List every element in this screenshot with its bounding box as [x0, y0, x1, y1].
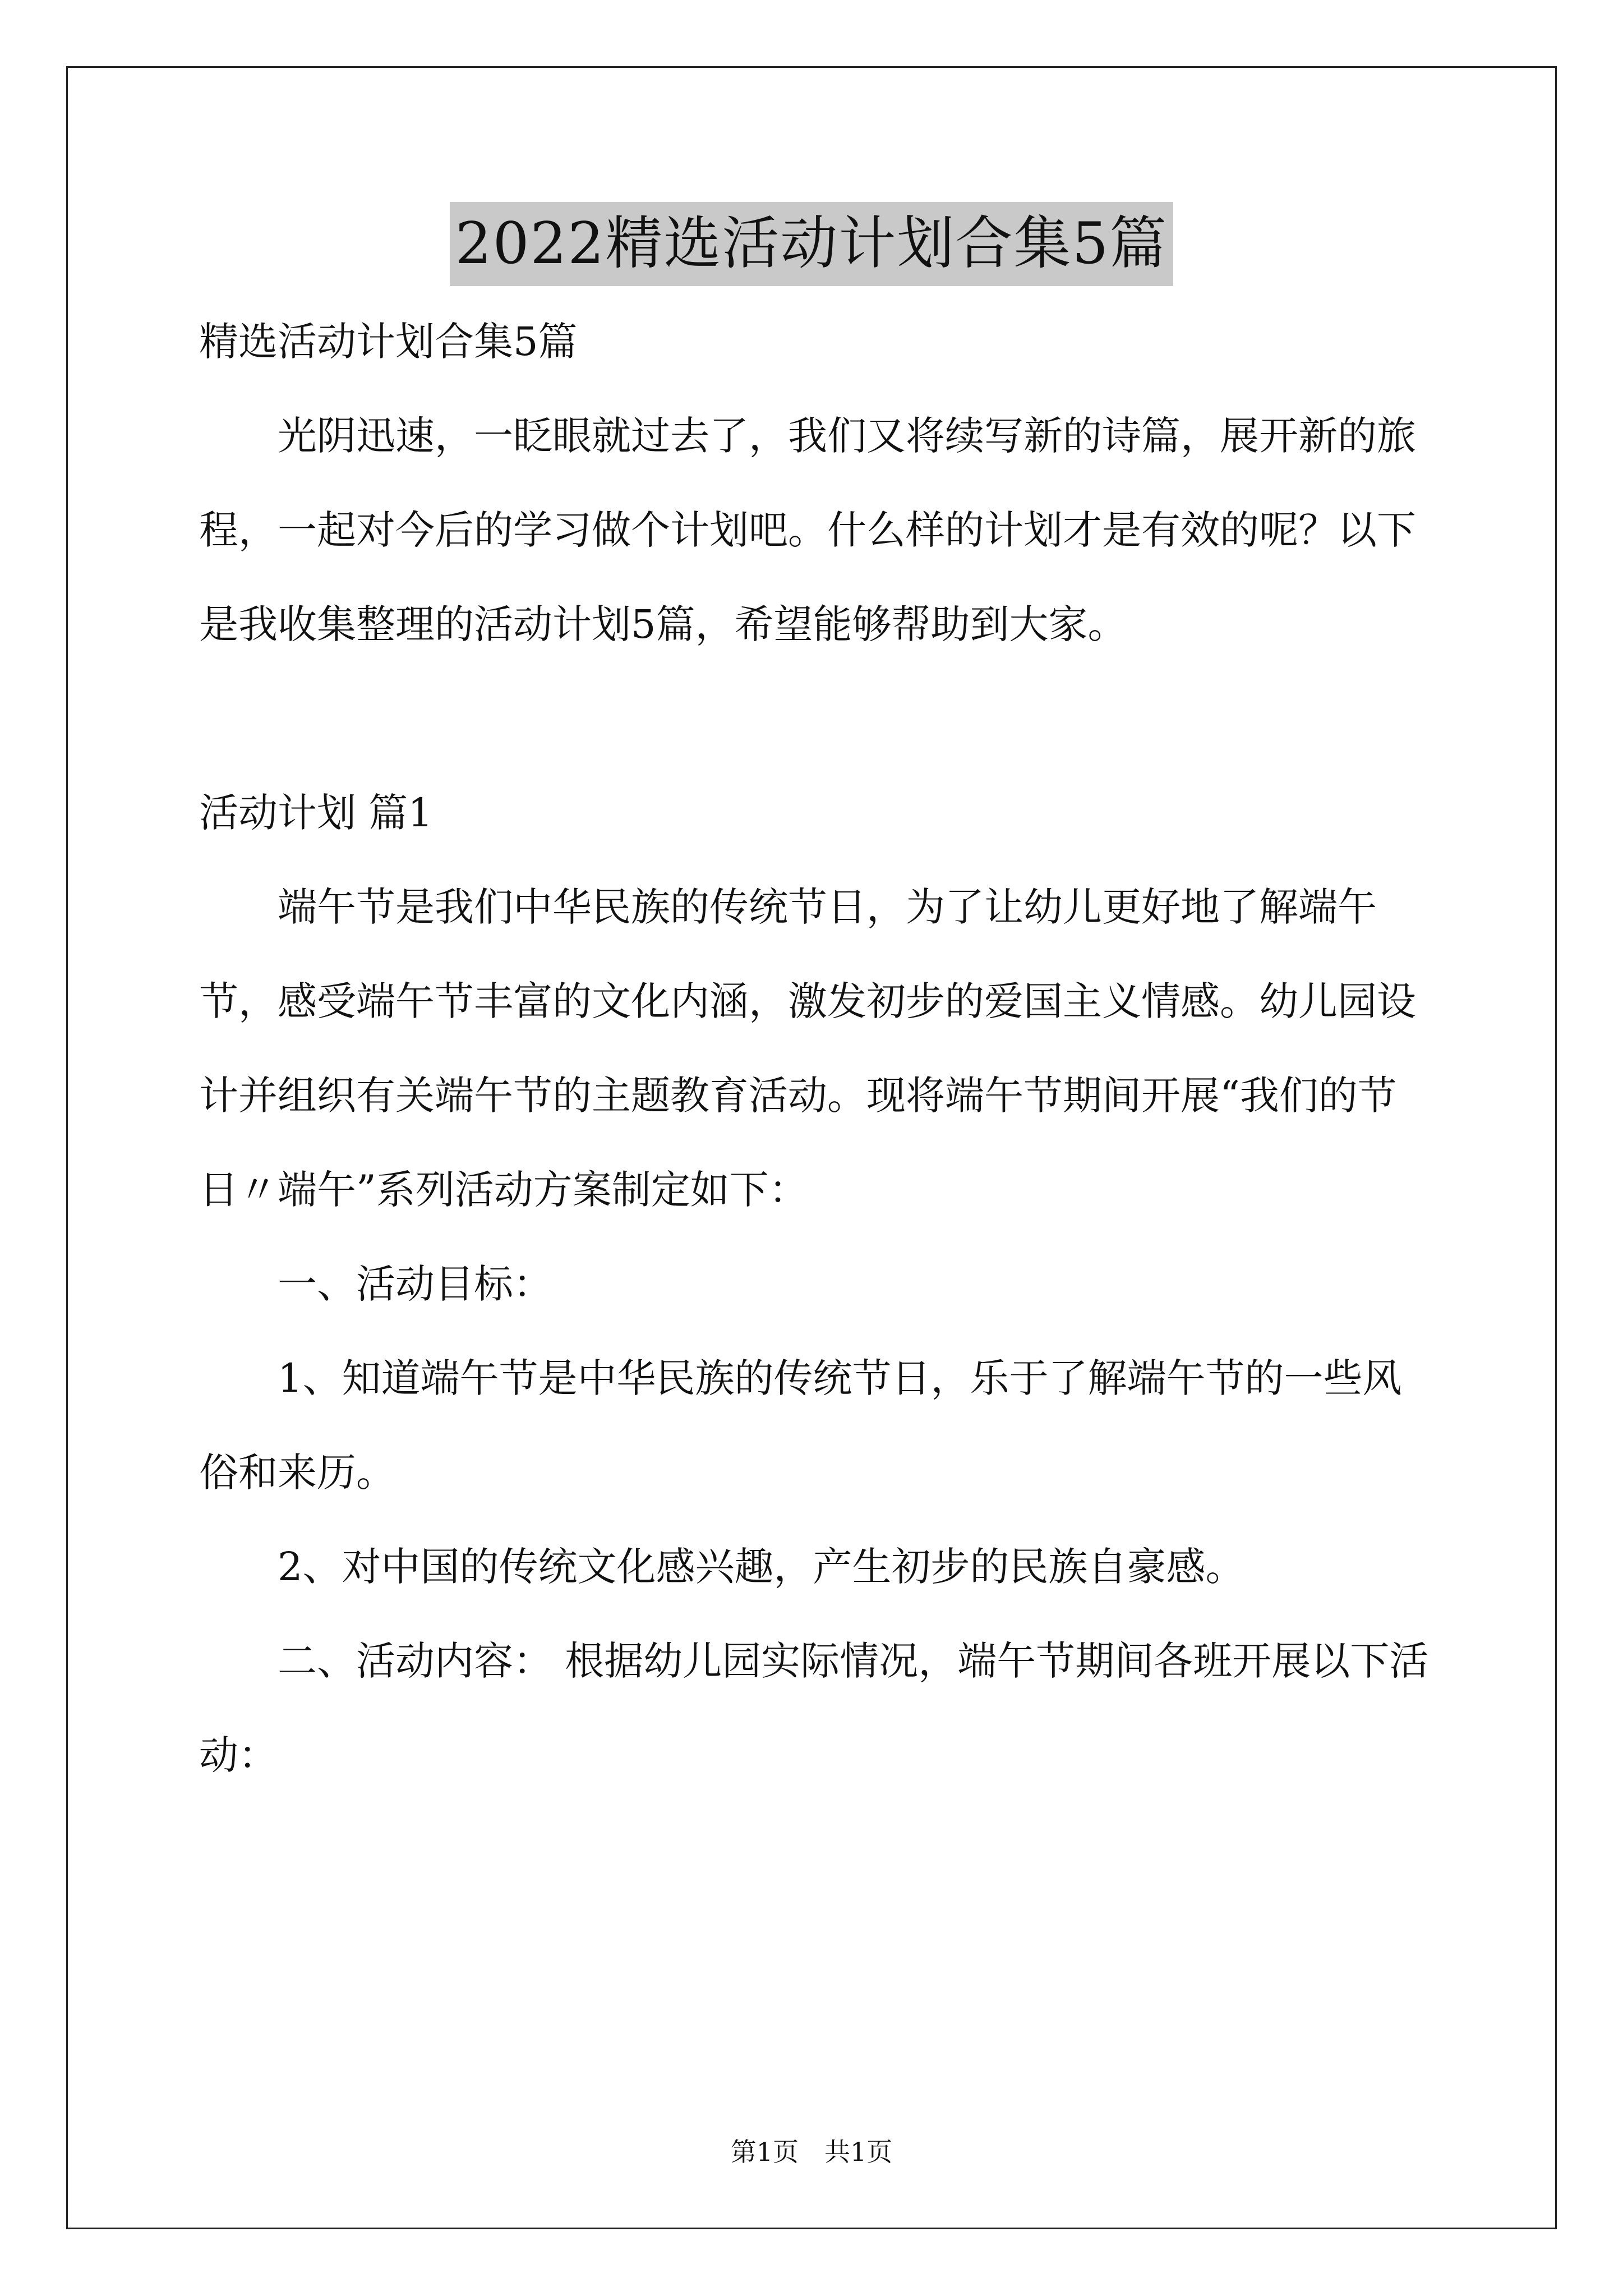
- body-paragraph: 一、活动目标：: [278, 1261, 552, 1307]
- title-area: [0, 202, 1623, 286]
- page-number: 第1页: [730, 2137, 799, 2167]
- section-heading: 活动计划 篇1: [199, 790, 433, 836]
- body-paragraph: 2、对中国的传统文化感兴趣，产生初步的民族自豪感。: [278, 1544, 1245, 1590]
- document-body: [199, 295, 1430, 1802]
- page-footer: [0, 2132, 1623, 2169]
- body-paragraph: 端午节是我们中华民族的传统节日，为了让幼儿更好地了解端午节，感受端午节丰富的文化内涵，激发初步的爱国主义情感。幼儿园设计并组织有关端午节的主题教育活动。现将端午节期间开展“我们的节日〃端午”系列活动方案制定如下：: [199, 884, 1416, 1213]
- section-spacer: [199, 671, 1430, 766]
- body-paragraph: 1、知道端午节是中华民族的传统节日，乐于了解端午节的一些风俗和来历。: [199, 1355, 1402, 1496]
- document-subtitle: 精选活动计划合集5篇: [199, 319, 578, 365]
- document-title: 2022精选活动计划合集5篇: [450, 202, 1173, 286]
- intro-paragraph: 光阴迅速，一眨眼就过去了，我们又将续写新的诗篇，展开新的旅程，一起对今后的学习做个计划吧。什么样的计划才是有效的呢？以下是我收集整理的活动计划5篇，希望能够帮助到大家。: [199, 413, 1416, 647]
- page-total: 共1页: [824, 2137, 893, 2167]
- body-paragraph: 二、活动内容： 根据幼儿园实际情况，端午节期间各班开展以下活动：: [199, 1638, 1429, 1778]
